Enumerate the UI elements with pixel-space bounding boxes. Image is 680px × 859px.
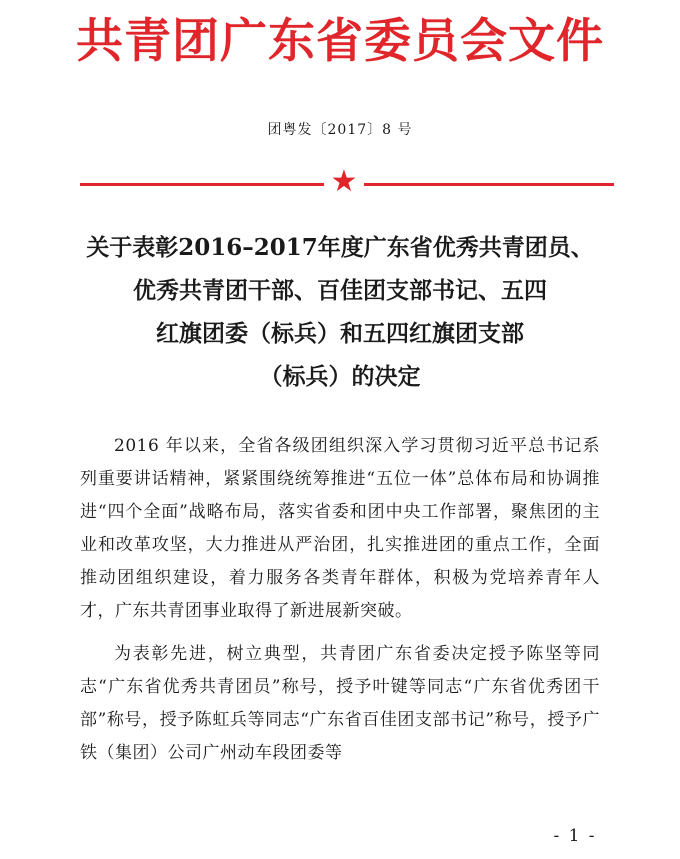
body-paragraph: 2016 年以来，全省各级团组织深入学习贯彻习近平总书记系列重要讲话精神，紧紧围绕统筹推进“五位一体”总体布局和协调推进“四个全面”战略布局，落实省委和团中央工作部署，聚焦团的主业和改革攻坚，大力推进从严治团，扎实推进团的重点工作，全面推动团组织建设，着力服务各类青年群体，积极为党培养青年人才，广东共青团事业取得了新进展新突破。 bbox=[80, 436, 600, 621]
document-header-title: 共青团广东省委员会文件 bbox=[76, 14, 604, 69]
title-line: 关于表彰2016–2017年度广东省优秀共青团员、 bbox=[86, 234, 594, 261]
body-paragraph: 为表彰先进，树立典型，共青团广东省委决定授予陈坚等同志“广东省优秀共青团员”称号，授予叶键等同志“广东省优秀团干部”称号，授予陈虹兵等同志“广东省百佳团支部书记”称号，授予广铁（集团）公司广州动车段团委等 bbox=[80, 644, 600, 763]
page-number: - 1 - bbox=[553, 826, 597, 846]
document-title bbox=[40, 226, 640, 398]
red-divider-left bbox=[80, 183, 324, 186]
star-icon: ★ bbox=[330, 164, 358, 199]
title-line: 优秀共青团干部、百佳团支部书记、五四 bbox=[133, 277, 547, 304]
document-body bbox=[80, 430, 600, 780]
red-divider-right bbox=[364, 183, 614, 186]
document-number: 团粤发〔2017〕8 号 bbox=[267, 122, 413, 138]
title-line: （标兵）的决定 bbox=[259, 363, 421, 390]
title-line: 红旗团委（标兵）和五四红旗团支部 bbox=[156, 320, 524, 347]
